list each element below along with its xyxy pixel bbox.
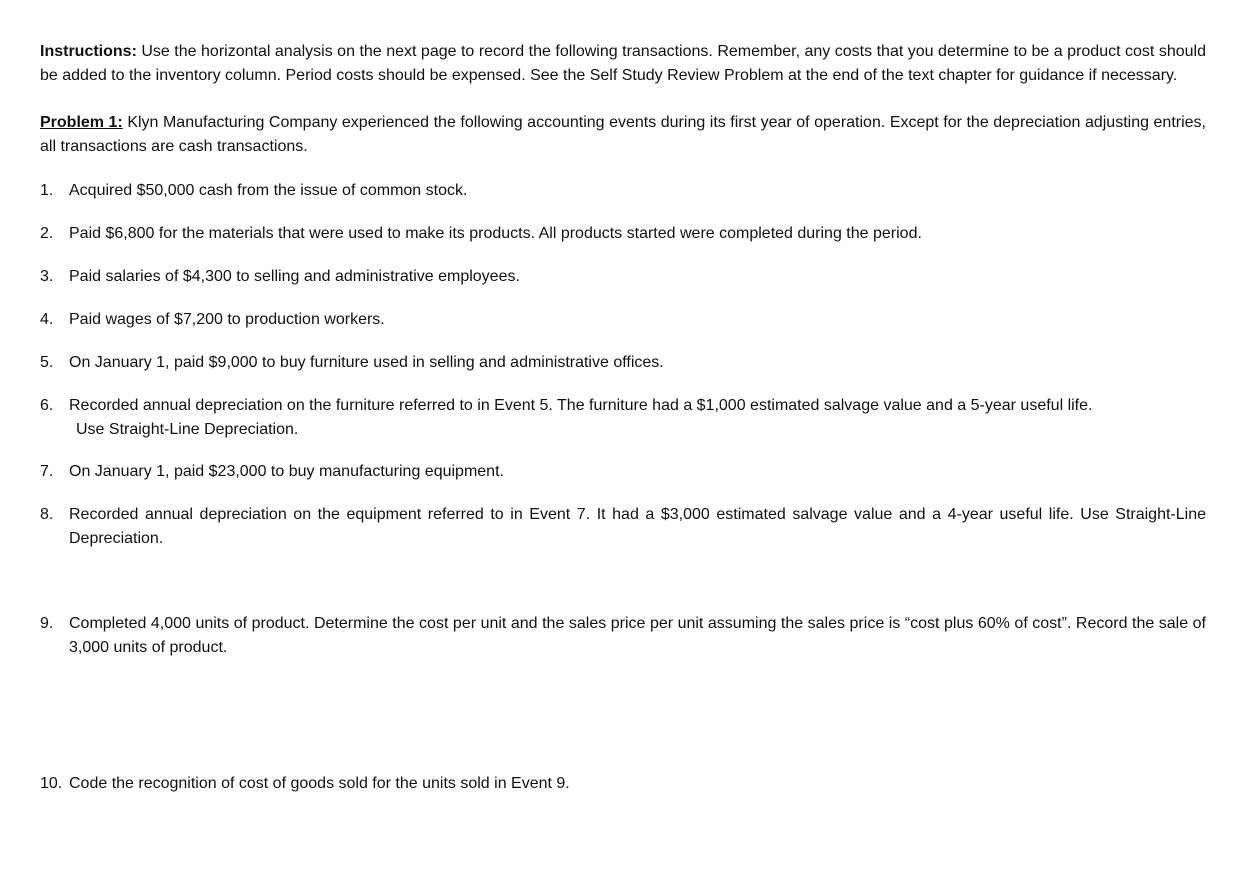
event-item-2 xyxy=(40,222,1206,246)
event-text: Recorded annual depreciation on the furniture referred to in Event 5. The furniture had a $1,000 estimated salvage value and a 5-year useful life. xyxy=(69,397,1093,414)
event-text: On January 1, paid $9,000 to buy furniture used in selling and administrative offices. xyxy=(69,354,664,371)
instructions-label: Instructions: xyxy=(40,43,137,60)
document-page xyxy=(40,40,1206,796)
event-item-8 xyxy=(40,503,1206,551)
event-text: Completed 4,000 units of product. Determine the cost per unit and the sales price per unit assuming the sales price is “cost plus 60% of cost”. Record the sale of 3,000 units of product. xyxy=(69,615,1206,656)
event-number: 10. xyxy=(40,775,63,792)
event-number: 5. xyxy=(40,354,54,371)
event-number: 1. xyxy=(40,182,54,199)
event-item-5 xyxy=(40,351,1206,375)
problem-label: Problem 1: xyxy=(40,114,123,131)
instructions-text: Use the horizontal analysis on the next page to record the following transactions. Remember, any costs that you determine to be a product cost should be added to the inventory column. Period costs should be expensed. See the Self Study Review Problem at the end of the text chapter for guidance if necessary. xyxy=(40,43,1206,84)
event-item-3 xyxy=(40,265,1206,289)
event-number: 8. xyxy=(40,506,54,523)
event-text: Code the recognition of cost of goods sold for the units sold in Event 9. xyxy=(69,775,570,792)
event-item-7 xyxy=(40,460,1206,484)
event-text-block xyxy=(69,394,1206,442)
event-item-9 xyxy=(40,612,1206,660)
event-text: Paid salaries of $4,300 to selling and administrative employees. xyxy=(69,268,520,285)
event-number: 3. xyxy=(40,268,54,285)
event-item-10 xyxy=(40,772,1206,796)
event-number: 2. xyxy=(40,225,54,242)
event-number: 7. xyxy=(40,463,54,480)
event-number: 4. xyxy=(40,311,54,328)
event-item-1 xyxy=(40,179,1206,203)
event-text: On January 1, paid $23,000 to buy manufacturing equipment. xyxy=(69,463,504,480)
event-text: Acquired $50,000 cash from the issue of common stock. xyxy=(69,182,468,199)
problem-text: Klyn Manufacturing Company experienced the following accounting events during its first year of operation. Except for the depreciation adjusting entries, all transactions are cash transactions. xyxy=(40,114,1207,155)
event-number: 6. xyxy=(40,397,54,414)
problem-paragraph xyxy=(40,111,1206,159)
event-text: Paid $6,800 for the materials that were used to make its products. All products started were completed during the period. xyxy=(69,225,922,242)
instructions-paragraph xyxy=(40,40,1206,88)
event-text: Paid wages of $7,200 to production workers. xyxy=(69,311,385,328)
event-number: 9. xyxy=(40,615,54,632)
event-text-continuation: Use Straight-Line Depreciation. xyxy=(76,421,299,438)
event-item-4 xyxy=(40,308,1206,332)
event-text: Recorded annual depreciation on the equipment referred to in Event 7. It had a $3,000 estimated salvage value and a 4-year useful life. Use Straight-Line Depreciation. xyxy=(69,506,1206,547)
event-item-6 xyxy=(40,394,1206,442)
